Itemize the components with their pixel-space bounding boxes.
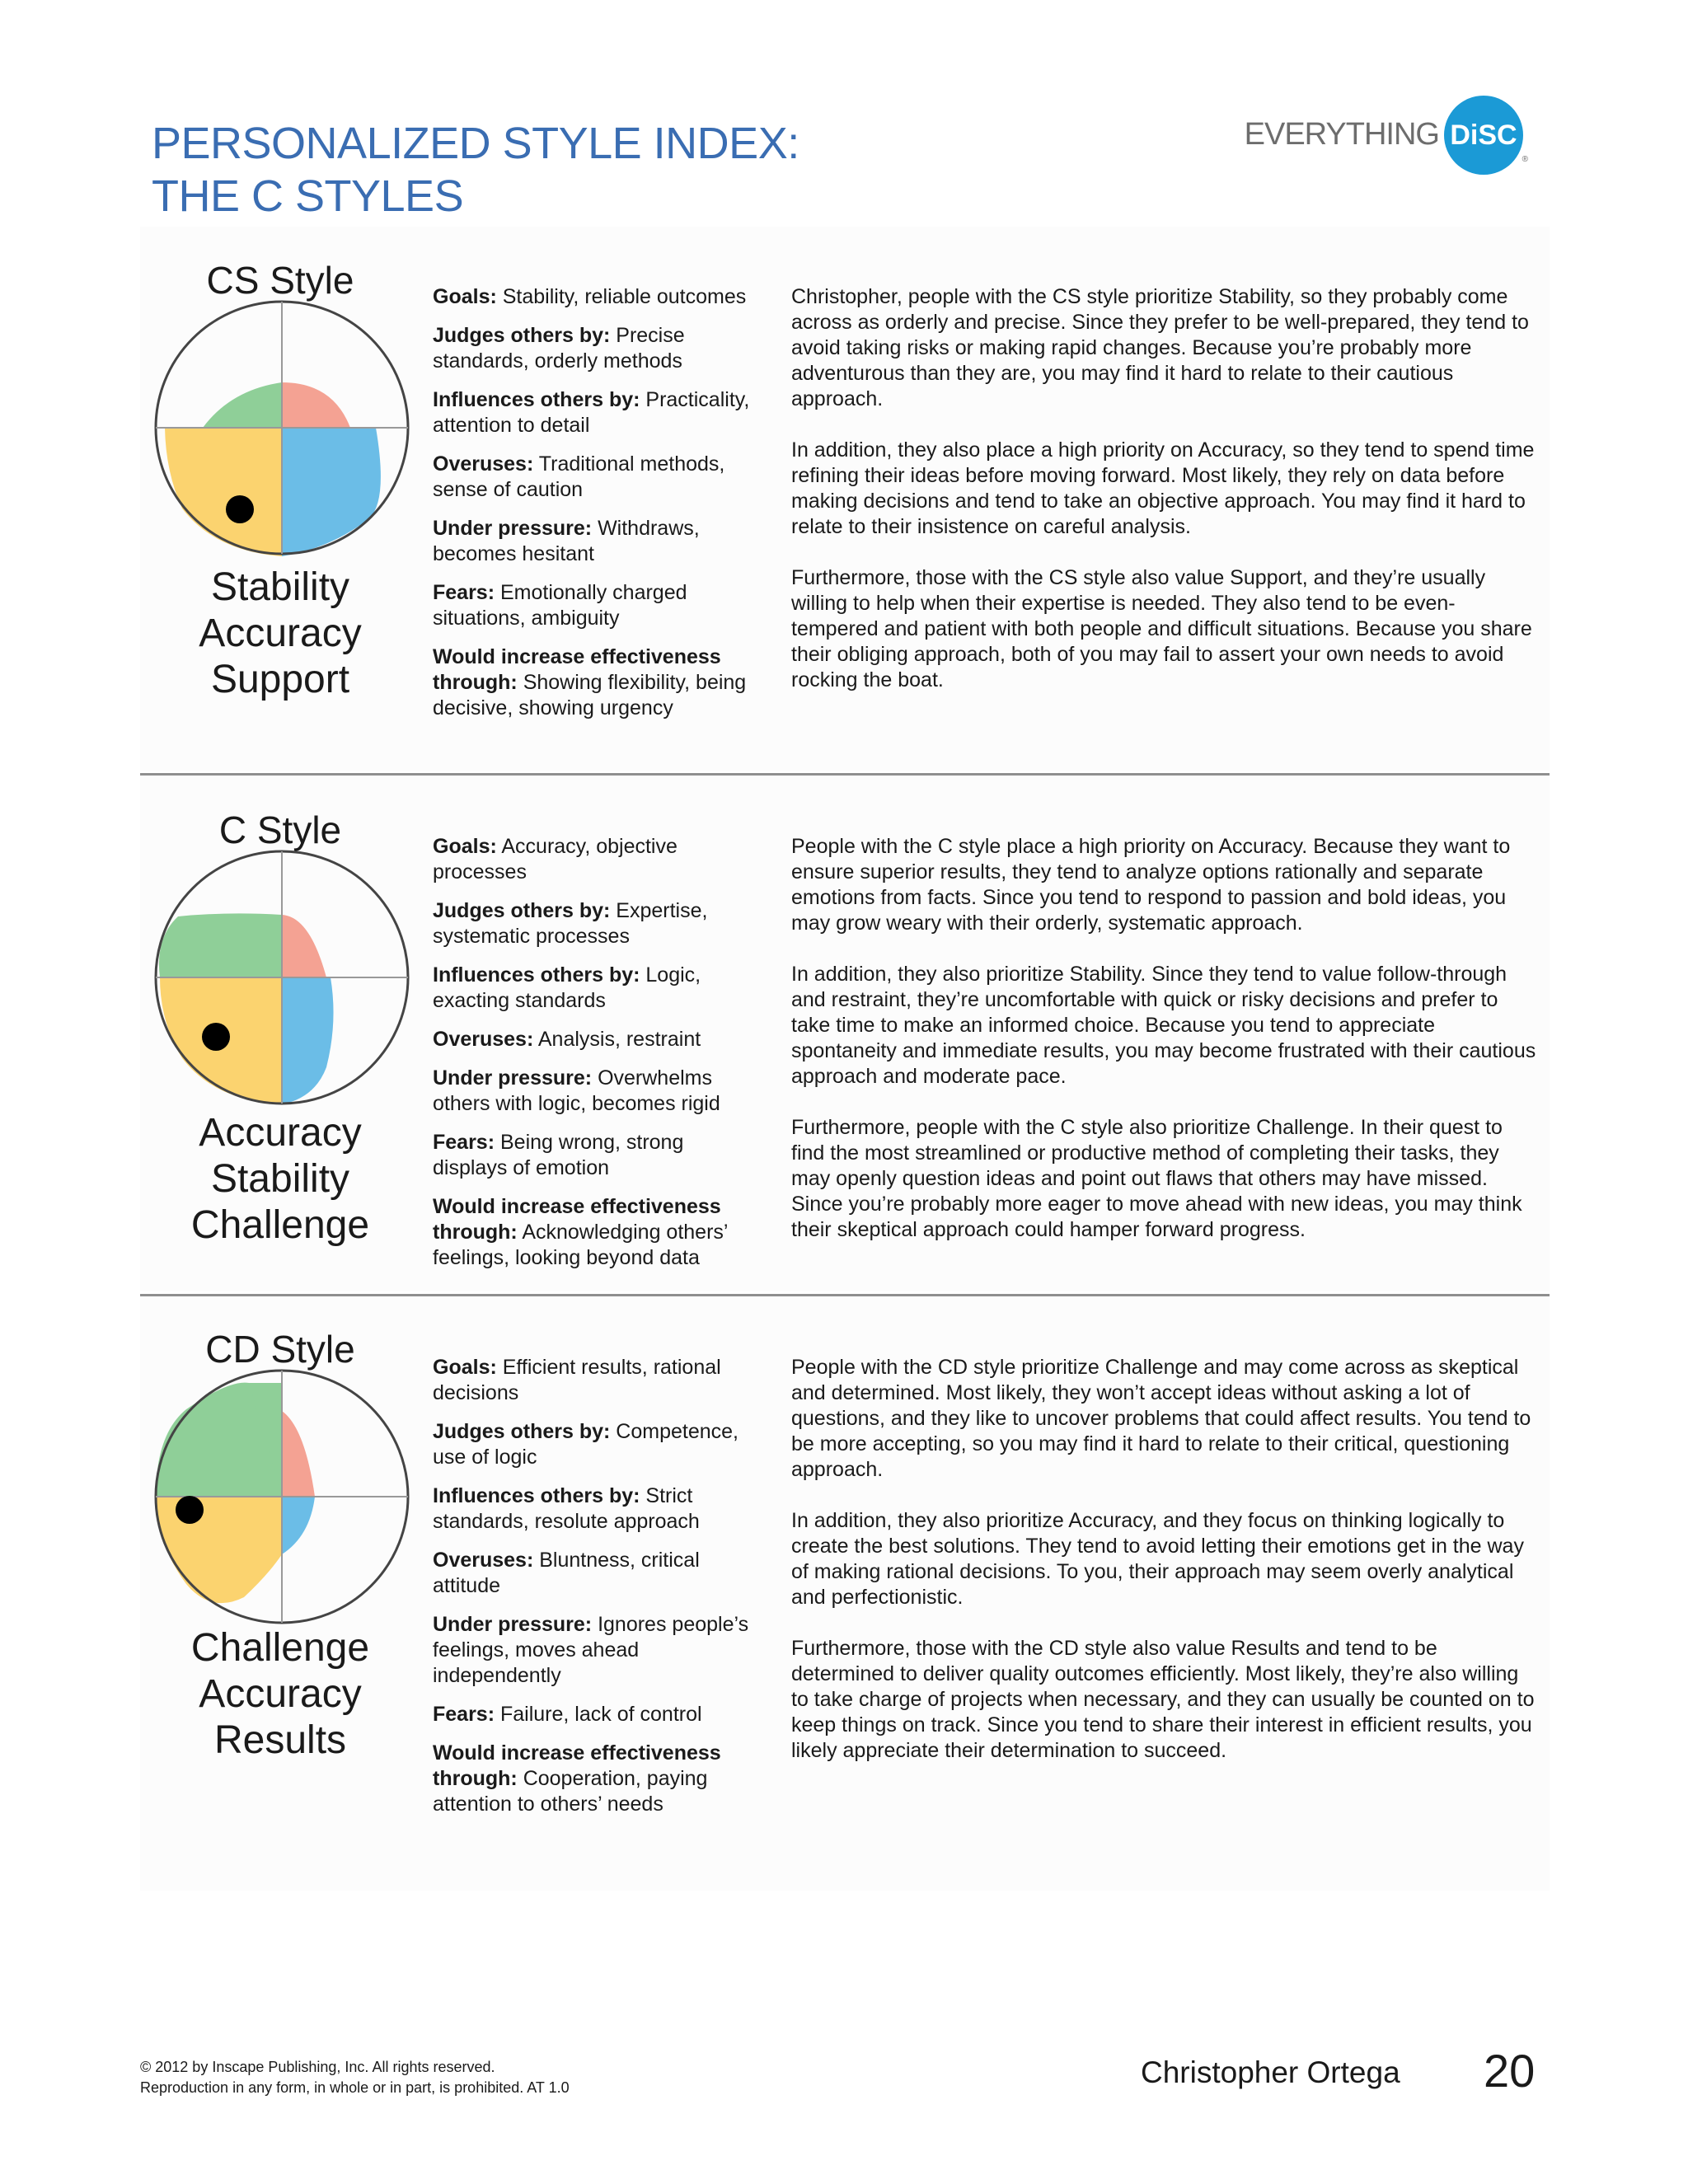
person-name: Christopher Ortega bbox=[1141, 2055, 1400, 2089]
style-description bbox=[791, 284, 1537, 719]
wheel-s-quadrant bbox=[282, 977, 334, 1104]
priority-list bbox=[140, 1625, 420, 1764]
registered-mark: ® bbox=[1522, 155, 1528, 164]
priority-3: Challenge bbox=[190, 1203, 370, 1247]
logo-mark: DiSC bbox=[1450, 119, 1517, 151]
trait-goals: Goals: Efficient results, rational decisions bbox=[433, 1356, 721, 1404]
trait-fears: Fears: Being wrong, strong displays of emotion bbox=[433, 1131, 684, 1179]
trait-list bbox=[433, 1355, 762, 1830]
wheel-d-quadrant bbox=[159, 913, 282, 977]
wheel-c-quadrant bbox=[165, 428, 282, 556]
description-paragraph: Furthermore, those with the CD style also value Results and tend to be determined to deliver quality outcomes efficiently. Most likely, they’re also willing to take charge of projects when necessary, and they can usually be counted on to keep things on track. Since you tend to share their interest in efficient results, you likely appreciate their determination to succeed. bbox=[791, 1637, 1535, 1762]
priority-list bbox=[140, 1110, 420, 1249]
page-title-line2: THE C STYLES bbox=[152, 171, 464, 221]
priority-3: Results bbox=[213, 1718, 347, 1762]
style-description bbox=[791, 834, 1537, 1268]
trait-goals: Goals: Accuracy, objective processes bbox=[433, 835, 678, 883]
style-title: CD Style bbox=[205, 1328, 355, 1371]
trait-influences: Influences others by: Practicality, attention to detail bbox=[433, 388, 750, 437]
description-paragraph: Christopher, people with the CS style prioritize Stability, so they probably come across as orderly and precise. Since they prefer to be well-prepared, they tend to avoid taking risks or making rapid changes. Because you’re probably more adventurous than they are, you may find it hard to relate to their cautious approach. bbox=[791, 285, 1529, 410]
everything-disc-logo bbox=[1243, 92, 1528, 178]
trait-goals: Goals: Stability, reliable outcomes bbox=[433, 285, 747, 308]
trait-under-pressure: Under pressure: Ignores people’s feelings, moves ahead independently bbox=[433, 1613, 749, 1687]
description-paragraph: Furthermore, people with the C style also prioritize Challenge. In their quest to find the most streamlined or productive method of completing their tasks, they may openly question ideas and point out flaws that others may have missed. Since you’re probably more eager to move ahead with new ideas, you may think their skeptical approach could hamper forward progress. bbox=[791, 1116, 1522, 1241]
description-paragraph: Furthermore, those with the CS style also value Support, and they’re usually willing to help when their expertise is needed. They also tend to be even-tempered and patient with both people and difficult situations. Because you share their obliging approach, both of you may fail to assert your own needs to avoid rocking the boat. bbox=[791, 566, 1532, 691]
trait-list bbox=[433, 834, 762, 1284]
description-paragraph: In addition, they also prioritize Stability. Since they tend to value follow-through and restraint, they’re uncomfortable with quick or risky decisions and prefer to take time to make an informed choice. Because you tend to appreciate spontaneity and immediate results, you may become frustrated with their cautious approach and moderate pace. bbox=[791, 963, 1536, 1088]
page-number: 20 bbox=[1484, 2045, 1536, 2097]
section-cs-style bbox=[140, 227, 1550, 771]
trait-fears: Fears: Failure, lack of control bbox=[433, 1703, 702, 1726]
trait-effectiveness: Would increase effectiveness through: Cooperation, paying attention to others’ needs bbox=[433, 1741, 721, 1816]
trait-list bbox=[433, 284, 762, 734]
disc-wheel-c bbox=[153, 849, 410, 1106]
trait-fears: Fears: Emotionally charged situations, ambiguity bbox=[433, 581, 687, 630]
copyright-line2: Reproduction in any form, in whole or in part, is prohibited. AT 1.0 bbox=[140, 2079, 570, 2096]
description-paragraph: People with the CD style prioritize Challenge and may come across as skeptical and determined. Most likely, they won’t accept ideas without asking a lot of questions, and they like to uncover problems that could affect results. You tend to be more accepting, so you may find it hard to relate to their critical, questioning approach. bbox=[791, 1356, 1531, 1481]
priority-2: Stability bbox=[210, 1157, 350, 1201]
wheel-i-quadrant bbox=[282, 915, 326, 977]
trait-overuses: Overuses: Analysis, restraint bbox=[433, 1028, 701, 1051]
style-title: CS Style bbox=[206, 259, 354, 302]
user-dot bbox=[202, 1023, 230, 1051]
copyright-line1: © 2012 by Inscape Publishing, Inc. All rights reserved. bbox=[140, 2059, 495, 2075]
trait-overuses: Overuses: Bluntness, critical attitude bbox=[433, 1549, 700, 1597]
priority-list bbox=[140, 565, 420, 703]
trait-judges: Judges others by: Precise standards, orderly methods bbox=[433, 324, 685, 373]
trait-judges: Judges others by: Expertise, systematic processes bbox=[433, 899, 708, 948]
trait-under-pressure: Under pressure: Overwhelms others with logic, becomes rigid bbox=[433, 1066, 720, 1115]
trait-effectiveness: Would increase effectiveness through: Acknowledging others’ feelings, looking beyond data bbox=[433, 1195, 728, 1269]
disc-logo-icon bbox=[1444, 96, 1523, 175]
section-divider bbox=[140, 773, 1550, 776]
wheel-s-quadrant bbox=[282, 1497, 315, 1554]
description-paragraph: People with the C style place a high priority on Accuracy. Because they want to ensure superior results, they tend to analyze options rationally and separate emotions from facts. Since you tend to respond to passion and bold ideas, you may grow weary with their orderly, systematic approach. bbox=[791, 835, 1511, 935]
trait-effectiveness: Would increase effectiveness through: Showing flexibility, being decisive, showing urgency bbox=[433, 645, 747, 719]
style-title: C Style bbox=[218, 808, 342, 851]
trait-under-pressure: Under pressure: Withdraws, becomes hesitant bbox=[433, 517, 700, 565]
priority-1: Accuracy bbox=[199, 1111, 362, 1155]
section-divider bbox=[140, 1294, 1550, 1296]
trait-influences: Influences others by: Strict standards, resolute approach bbox=[433, 1484, 700, 1533]
description-paragraph: In addition, they also place a high priority on Accuracy, so they tend to spend time refining their ideas before moving forward. Most likely, they rely on data before making decisions and tend to take an objective approach. You may find it hard to relate to their insistence on careful analysis. bbox=[791, 438, 1535, 538]
priority-1: Stability bbox=[210, 565, 350, 609]
section-cd-style bbox=[140, 1297, 1550, 1891]
priority-1: Challenge bbox=[190, 1626, 370, 1670]
trait-judges: Judges others by: Competence, use of logic bbox=[433, 1420, 738, 1469]
disc-wheel-cs bbox=[153, 299, 410, 556]
description-paragraph: In addition, they also prioritize Accuracy, and they focus on thinking logically to create the best solutions. They tend to avoid letting their emotions get in the way of making rational decisions. To you, their approach may seem overly analytical and perfectionistic. bbox=[791, 1509, 1524, 1609]
wheel-i-quadrant bbox=[282, 382, 350, 428]
wheel-d-quadrant bbox=[203, 382, 282, 428]
logo-wordmark: EVERYTHING bbox=[1244, 117, 1439, 152]
trait-overuses: Overuses: Traditional methods, sense of caution bbox=[433, 452, 725, 501]
disc-wheel-cd bbox=[153, 1368, 410, 1625]
wheel-i-quadrant bbox=[282, 1411, 315, 1497]
page-title bbox=[152, 117, 799, 223]
page-title-line1: PERSONALIZED STYLE INDEX: bbox=[152, 119, 799, 168]
wheel-s-quadrant bbox=[282, 428, 381, 556]
user-dot bbox=[176, 1496, 204, 1524]
priority-3: Support bbox=[210, 658, 350, 701]
section-c-style bbox=[140, 776, 1550, 1291]
style-description bbox=[791, 1355, 1537, 1789]
copyright-notice bbox=[140, 2057, 570, 2098]
trait-influences: Influences others by: Logic, exacting standards bbox=[433, 963, 701, 1012]
wheel-c-quadrant bbox=[156, 1497, 282, 1603]
priority-2: Accuracy bbox=[199, 612, 362, 655]
priority-2: Accuracy bbox=[199, 1672, 362, 1716]
user-dot bbox=[226, 495, 254, 523]
